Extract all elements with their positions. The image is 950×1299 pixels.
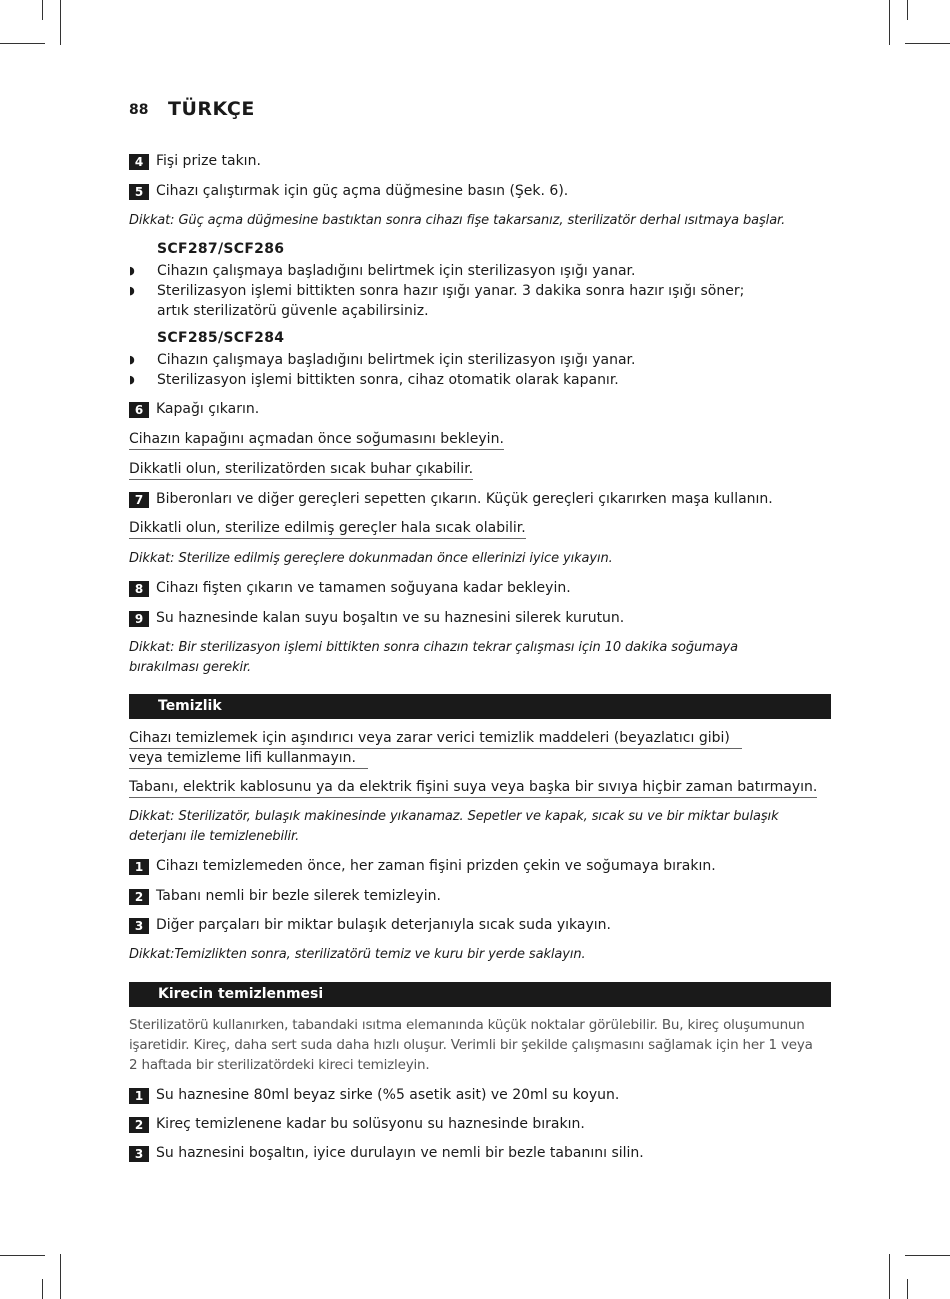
step-number: 3 [129,918,149,934]
step-number: 1 [129,1088,149,1104]
warning-text: Cihazın kapağını açmadan önce soğumasını bekleyin. [129,430,504,450]
step-text: Su haznesini boşaltın, iyice durulayın ve nemli bir bezle tabanını silin. [156,1145,644,1161]
step-number: 4 [129,154,149,170]
crop-mark [60,1254,61,1299]
note-storage: Dikkat:Temizlikten sonra, sterilizatörü temiz ve kuru bir yerde saklayın. [129,947,586,962]
step-number: 5 [129,184,149,200]
crop-mark [905,1255,950,1256]
step-5 [129,182,568,200]
step-6 [129,400,259,418]
crop-mark [889,0,890,45]
crop-mark [905,43,950,44]
bullet-item: ◗ Cihazın çalışmaya başladığını belirtmek için sterilizasyon ışığı yanar. [129,263,636,279]
step-number: 8 [129,581,149,597]
step-text: Su haznesine 80ml beyaz sirke (%5 asetik asit) ve 20ml su koyun. [156,1087,620,1103]
section-heading-descaling: Kirecin temizlenmesi [129,982,831,1007]
crop-mark [60,0,61,45]
note-dishwasher: Dikkat: Sterilizatör, bulaşık makinesinde yıkanamaz. Sepetler ve kapak, sıcak su ve bir miktar bulaşık deterjanı ile temizlenebilir. [129,809,779,844]
step-number: 2 [129,1117,149,1133]
note-power: Dikkat: Güç açma düğmesine bastıktan sonra cihazı fişe takarsanız, sterilizatör derhal ısıtmaya başlar. [129,213,786,228]
warning-text: Tabanı, elektrik kablosunu ya da elektrik fişini suya veya başka bir sıvıya hiçbir zaman batırmayın. [129,778,817,798]
bullet-icon: ◗ [129,264,135,277]
model-heading: SCF285/SCF284 [157,330,285,346]
descaling-step-1 [129,1086,619,1104]
step-number: 1 [129,859,149,875]
bullet-icon: ◗ [129,353,135,366]
descaling-step-3 [129,1144,644,1162]
warning-text: Cihazı temizlemek için aşındırıcı veya zarar verici temizlik maddeleri (beyazlatıcı gibi) veya temizleme lifi kullanmayın. [129,729,742,769]
bullet-item: ◗ Sterilizasyon işlemi bittikten sonra hazır ışığı yanar. 3 dakika sonra hazır ışığı söner; artık sterilizatörü güvenle açabilirsiniz. [129,283,745,319]
warning-text: Dikkatli olun, sterilize edilmiş gereçler hala sıcak olabilir. [129,519,526,539]
section-heading-cleaning: Temizlik [129,694,831,719]
warning-text: Dikkatli olun, sterilizatörden sıcak buhar çıkabilir. [129,460,473,480]
descaling-paragraph: Sterilizatörü kullanırken, tabandaki ısıtma elemanında küçük noktalar görülebilir. Bu, kireç oluşumunun işaretidir. Kireç, daha sert suda daha hızlı oluşur. Verimli bir şekilde çalışmasını sağlamak için her 1 veya 2 haftada bir sterilizatördeki kireci temizleyin. [129,1017,813,1073]
bullet-item: ◗ Cihazın çalışmaya başladığını belirtmek için sterilizasyon ışığı yanar. [129,352,636,368]
cleaning-step-2 [129,887,441,905]
crop-mark [42,0,43,20]
bullet-icon: ◗ [129,373,135,386]
step-text: Cihazı çalıştırmak için güç açma düğmesine basın (Şek. 6). [156,183,569,199]
step-8 [129,579,571,597]
step-text: Cihazı fişten çıkarın ve tamamen soğuyana kadar bekleyin. [156,580,571,596]
bullet-item: ◗ Sterilizasyon işlemi bittikten sonra, cihaz otomatik olarak kapanır. [129,372,619,388]
step-7 [129,490,773,508]
crop-mark [0,43,45,44]
step-text: Cihazı temizlemeden önce, her zaman fişini prizden çekin ve soğumaya bırakın. [156,858,716,874]
crop-mark [907,0,908,20]
bullet-icon: ◗ [129,284,135,297]
step-9 [129,609,624,627]
step-text: Tabanı nemli bir bezle silerek temizleyin. [156,888,441,904]
step-text: Kireç temizlenene kadar bu solüsyonu su haznesinde bırakın. [156,1116,585,1132]
step-text: Kapağı çıkarın. [156,401,260,417]
page-title: TÜRKÇE [168,98,255,120]
crop-mark [0,1255,45,1256]
step-number: 7 [129,492,149,508]
step-number: 6 [129,402,149,418]
descaling-step-2 [129,1115,585,1133]
step-number: 3 [129,1146,149,1162]
step-number: 2 [129,889,149,905]
step-text: Su haznesinde kalan suyu boşaltın ve su haznesini silerek kurutun. [156,610,625,626]
cleaning-step-1 [129,857,716,875]
step-text: Diğer parçaları bir miktar bulaşık deterjanıyla sıcak suda yıkayın. [156,917,611,933]
crop-mark [42,1279,43,1299]
step-text: Biberonları ve diğer gereçleri sepetten çıkarın. Küçük gereçleri çıkarırken maşa kullanın. [156,491,773,507]
crop-mark [907,1279,908,1299]
note-hands: Dikkat: Sterilize edilmiş gereçlere dokunmadan önce ellerinizi iyice yıkayın. [129,551,613,566]
crop-mark [889,1254,890,1299]
page-number: 88 [129,102,149,118]
cleaning-step-3 [129,916,611,934]
model-heading: SCF287/SCF286 [157,241,285,257]
step-number: 9 [129,611,149,627]
step-text: Fişi prize takın. [156,153,261,169]
note-cooldown: Dikkat: Bir sterilizasyon işlemi bittikten sonra cihazın tekrar çalışması için 10 dakika soğumaya bırakılması gerekir. [129,640,739,675]
step-4 [129,152,261,170]
